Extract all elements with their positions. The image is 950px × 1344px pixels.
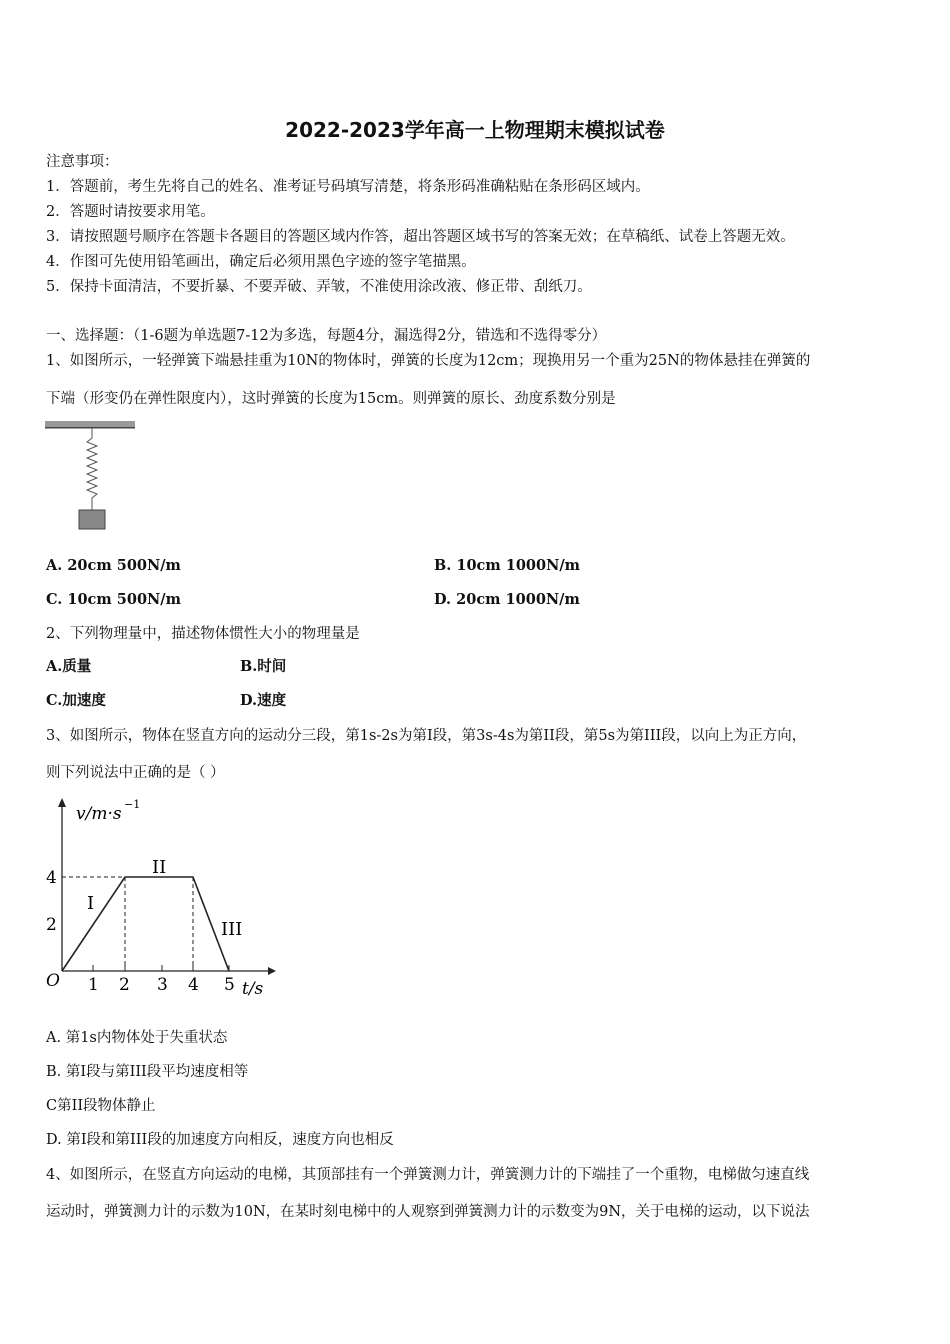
velocity-line	[62, 877, 229, 971]
y-axis-label: v/m·s	[76, 804, 122, 824]
segment-label-1: I	[87, 893, 95, 914]
ceiling-hatch	[45, 421, 135, 427]
q1-option-b[interactable]: B. 10cm 1000N/m	[434, 557, 580, 574]
q1-stem-line1: 1、如图所示，一轻弹簧下端悬挂重为10N的物体时，弹簧的长度为12cm；现换用另一个重为25N的物体悬挂在弹簧的	[46, 353, 811, 369]
q3-option-a[interactable]: A. 第1s内物体处于失重状态	[46, 1030, 228, 1046]
ceiling-line	[45, 427, 135, 429]
q2-option-b[interactable]: B.时间	[240, 658, 287, 675]
hanging-weight	[79, 510, 105, 529]
spring-coil	[87, 428, 97, 510]
notice-heading: 注意事项：	[46, 154, 119, 170]
notice-item-5: 5．保持卡面清洁，不要折暴、不要弄破、弄皱，不准使用涂改液、修正带、刮纸刀。	[46, 279, 592, 295]
y-tick-2: 2	[46, 915, 57, 935]
q2-option-d[interactable]: D.速度	[240, 692, 287, 709]
notice-item-1: 1．答题前，考生先将自己的姓名、准考证号码填写清楚，将条形码准确粘贴在条形码区域内。	[46, 179, 650, 195]
q3-stem-line2: 则下列说法中正确的是（ ）	[46, 765, 225, 781]
x-axis-arrow	[268, 967, 276, 975]
q4-stem-line1: 4、如图所示，在竖直方向运动的电梯，其顶部挂有一个弹簧测力计，弹簧测力计的下端挂了一个重物，电梯做匀速直线	[46, 1167, 810, 1183]
q3-option-b[interactable]: B. 第I段与第III段平均速度相等	[46, 1064, 249, 1080]
x-tick-1: 1	[88, 975, 99, 995]
q1-option-d[interactable]: D. 20cm 1000N/m	[434, 591, 580, 608]
origin-label: O	[46, 971, 60, 991]
page-title: 2022-2023学年高一上物理期末模拟试卷	[285, 118, 665, 142]
q3-option-d[interactable]: D. 第I段和第III段的加速度方向相反，速度方向也相反	[46, 1132, 394, 1148]
y-axis-arrow	[58, 798, 66, 807]
y-axis-exponent: −1	[124, 798, 141, 811]
q4-stem-line2: 运动时，弹簧测力计的示数为10N，在某时刻电梯中的人观察到弹簧测力计的示数变为9N，关于电梯的运动，以下说法	[46, 1204, 810, 1220]
q2-stem: 2、下列物理量中，描述物体惯性大小的物理量是	[46, 626, 360, 642]
notice-item-4: 4．作图可先使用铅笔画出，确定后必须用黑色字迹的签字笔描黑。	[46, 254, 476, 270]
q1-option-c[interactable]: C. 10cm 500N/m	[46, 591, 181, 608]
x-tick-2: 2	[119, 975, 130, 995]
q1-option-a[interactable]: A. 20cm 500N/m	[46, 557, 181, 574]
q2-option-a[interactable]: A.质量	[46, 658, 92, 675]
segment-label-2: II	[152, 857, 167, 878]
q2-option-c[interactable]: C.加速度	[46, 692, 106, 709]
section-heading: 一、选择题：（1-6题为单选题7-12为多选，每题4分，漏选得2分，错选和不选得零分）	[46, 328, 607, 344]
x-tick-5: 5	[224, 975, 235, 995]
x-tick-3: 3	[157, 975, 168, 995]
vt-graph	[40, 795, 280, 1005]
x-tick-4: 4	[188, 975, 199, 995]
y-tick-4: 4	[46, 868, 57, 888]
spring-figure	[44, 418, 138, 534]
q3-option-c[interactable]: C第II段物体静止	[46, 1098, 156, 1114]
x-axis-label: t/s	[242, 979, 264, 999]
segment-label-3: III	[221, 919, 243, 940]
q1-stem-line2: 下端（形变仍在弹性限度内），这时弹簧的长度为15cm。则弹簧的原长、劲度系数分别是	[46, 391, 616, 407]
notice-item-2: 2．答题时请按要求用笔。	[46, 204, 215, 220]
notice-item-3: 3．请按照题号顺序在答题卡各题目的答题区域内作答，超出答题区域书写的答案无效；在草稿纸、试卷上答题无效。	[46, 229, 795, 245]
q3-stem-line1: 3、如图所示，物体在竖直方向的运动分三段，第1s-2s为第I段，第3s-4s为第II段，第5s为第III段，以向上为正方向，	[46, 728, 807, 744]
